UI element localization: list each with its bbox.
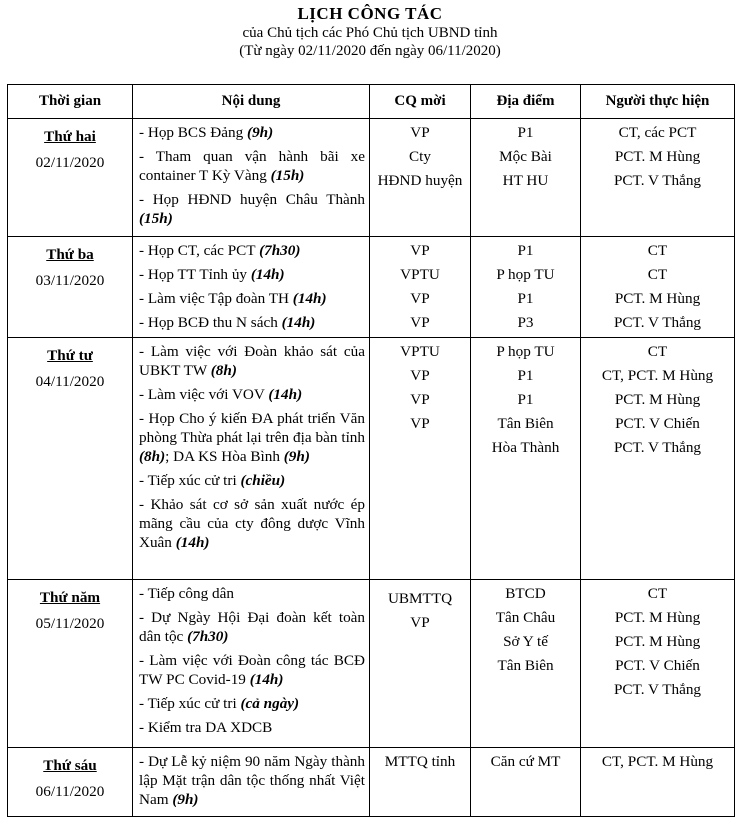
header-cq: CQ mời: [370, 85, 471, 119]
agenda-item-text: - Làm việc Tập đoàn TH: [139, 290, 293, 307]
cq-value: VP: [410, 415, 430, 432]
day-name: Thứ hai: [44, 128, 96, 145]
agenda-item-text: - Họp Cho ý kiến ĐA phát triển Văn phòng Thừa phát lại trên địa bàn tỉnh: [139, 410, 365, 446]
agenda-item: [139, 313, 365, 332]
document-title: LỊCH CÔNG TÁC: [297, 4, 443, 23]
person-value: PCT. V Thắng: [613, 172, 702, 189]
agenda-item-time: (7h30): [187, 628, 229, 645]
cq-value: VP: [410, 614, 430, 631]
cq-value: MTTQ tỉnh: [384, 753, 456, 770]
agenda-item: [139, 651, 365, 689]
person-cell: [581, 338, 735, 580]
agenda-item-text: - Dự Lễ kỷ niệm 90 năm Ngày thành lập Mặt trận dân tộc thống nhất Việt Nam: [139, 753, 365, 808]
table-header-row: [8, 85, 735, 119]
person-value: PCT. M Hùng: [614, 391, 701, 408]
day-name: Thứ tư: [47, 347, 93, 364]
cq-value: VPTU: [400, 266, 440, 283]
content-cell: [133, 580, 370, 748]
cq-value: HĐND huyện: [377, 172, 463, 189]
agenda-item-text: - Họp TT Tỉnh ủy: [139, 266, 251, 283]
place-cell: [471, 580, 581, 748]
agenda-item: [139, 241, 365, 260]
cq-value: VP: [410, 367, 430, 384]
document-subtitle: của Chủ tịch các Phó Chủ tịch UBND tỉnh: [242, 25, 498, 41]
agenda-item: [139, 694, 365, 713]
agenda-item-text: - Kiểm tra DA XDCB: [139, 719, 273, 736]
cq-cell: [370, 338, 471, 580]
table-row: [8, 338, 735, 580]
agenda-item-time: (9h): [172, 791, 199, 808]
content-cell: [133, 119, 370, 237]
table-row: [8, 119, 735, 237]
agenda-item-time: (14h): [292, 290, 327, 307]
place-cell: [471, 237, 581, 338]
place-value: HT HU: [502, 172, 549, 189]
place-cell: [471, 748, 581, 817]
cq-value: VP: [410, 391, 430, 408]
agenda-item-text: - Họp CT, các PCT: [139, 242, 260, 259]
agenda-item: [139, 471, 365, 490]
date-range: (Từ ngày 02/11/2020 đến ngày 06/11/2020): [239, 43, 501, 59]
agenda-item-time: (8h): [139, 448, 166, 465]
day-date: 05/11/2020: [35, 615, 105, 632]
day-date: 03/11/2020: [35, 272, 105, 289]
cq-value: VP: [410, 124, 430, 141]
agenda-item-time: (chiều): [240, 472, 286, 489]
header-time: Thời gian: [8, 85, 133, 119]
agenda-item-time: (9h): [283, 448, 310, 465]
person-cell: [581, 748, 735, 817]
agenda-item: [139, 718, 365, 737]
agenda-item: [139, 147, 365, 185]
cq-value: VP: [410, 242, 430, 259]
place-cell: [471, 119, 581, 237]
day-name: Thứ ba: [46, 246, 94, 263]
table-row: [8, 237, 735, 338]
place-value: Sở Y tế: [503, 633, 548, 650]
header-person: Người thực hiện: [581, 85, 735, 119]
agenda-item-time: (14h): [249, 671, 284, 688]
table-row: [8, 580, 735, 748]
day-date: 04/11/2020: [35, 373, 105, 390]
place-value: P1: [517, 290, 534, 307]
person-value: CT: [647, 242, 668, 259]
cq-value: Cty: [409, 148, 431, 165]
day-cell: [8, 338, 133, 580]
agenda-item: [139, 752, 365, 809]
content-cell: [133, 338, 370, 580]
agenda-item-text: - Tiếp xúc cử tri: [139, 472, 241, 489]
cq-cell: [370, 237, 471, 338]
agenda-item-text: - Làm việc với VOV: [139, 386, 269, 403]
agenda-item-text: - Tiếp xúc cử tri: [139, 695, 241, 712]
person-cell: [581, 119, 735, 237]
agenda-item: [139, 385, 365, 404]
place-value: P họp TU: [496, 343, 555, 360]
header-content: Nội dung: [133, 85, 370, 119]
day-cell: [8, 119, 133, 237]
day-cell: [8, 748, 133, 817]
place-value: P1: [517, 391, 534, 408]
person-value: PCT. M Hùng: [614, 148, 701, 165]
day-date: 02/11/2020: [35, 154, 105, 171]
agenda-item-time: (14h): [250, 266, 285, 283]
cq-value: VP: [410, 290, 430, 307]
schedule-body: [8, 119, 735, 817]
agenda-item-time: (15h): [270, 167, 305, 184]
place-value: Tân Biên: [497, 657, 554, 674]
person-value: PCT. M Hùng: [614, 633, 701, 650]
place-value: P họp TU: [496, 266, 555, 283]
day-name: Thứ năm: [39, 589, 101, 606]
place-value: Mộc Bài: [499, 148, 552, 165]
agenda-item-time: (cả ngày): [240, 695, 300, 712]
agenda-item-time: (14h): [175, 534, 210, 551]
agenda-item-text: ; DA KS Hòa Bình: [165, 448, 284, 465]
agenda-item: [139, 123, 365, 142]
agenda-item: [139, 190, 365, 228]
day-cell: [8, 580, 133, 748]
agenda-item: [139, 289, 365, 308]
person-value: CT: [647, 343, 668, 360]
day-name: Thứ sáu: [43, 757, 97, 774]
table-row: [8, 748, 735, 817]
person-value: PCT. M Hùng: [614, 609, 701, 626]
person-value: CT: [647, 266, 668, 283]
agenda-item: [139, 342, 365, 380]
person-value: PCT. V Thắng: [613, 681, 702, 698]
agenda-item-text: - Tiếp công dân: [139, 585, 234, 602]
place-value: Hòa Thành: [491, 439, 560, 456]
person-value: PCT. M Hùng: [614, 290, 701, 307]
place-value: Căn cứ MT: [490, 753, 561, 770]
content-cell: [133, 237, 370, 338]
agenda-item-time: (7h30): [259, 242, 301, 259]
place-value: P1: [517, 367, 534, 384]
agenda-item: [139, 409, 365, 466]
person-value: PCT. V Chiến: [615, 415, 700, 432]
agenda-item-time: (14h): [268, 386, 303, 403]
cq-value: UBMTTQ: [387, 590, 453, 607]
agenda-item-time: (9h): [247, 124, 274, 141]
place-cell: [471, 338, 581, 580]
person-value: CT, các PCT: [618, 124, 697, 141]
day-cell: [8, 237, 133, 338]
place-value: P1: [517, 124, 534, 141]
agenda-item: [139, 265, 365, 284]
person-cell: [581, 237, 735, 338]
agenda-item-time: (14h): [281, 314, 316, 331]
place-value: Tân Châu: [495, 609, 556, 626]
agenda-item-text: - Khảo sát cơ sở sản xuất nước ép mãng cầu của cty đông dược Vĩnh Xuân: [139, 496, 365, 551]
person-value: PCT. V Chiến: [615, 657, 700, 674]
agenda-item-text: - Họp HĐND huyện Châu Thành: [139, 191, 365, 208]
place-value: P3: [517, 314, 534, 331]
place-value: P1: [517, 242, 534, 259]
agenda-item-time: (8h): [210, 362, 237, 379]
place-value: BTCD: [505, 585, 546, 602]
person-value: PCT. V Thắng: [613, 439, 702, 456]
place-value: Tân Biên: [497, 415, 554, 432]
agenda-item-time: (15h): [139, 210, 173, 227]
person-value: PCT. V Thắng: [613, 314, 702, 331]
day-date: 06/11/2020: [35, 783, 105, 800]
agenda-item: [139, 495, 365, 552]
person-value: CT: [647, 585, 668, 602]
agenda-item-text: - Dự Ngày Hội Đại đoàn kết toàn dân tộc: [139, 609, 365, 645]
person-cell: [581, 580, 735, 748]
cq-value: VPTU: [400, 343, 440, 360]
agenda-item-text: - Tham quan vận hành bãi xe container T Kỳ Vàng: [139, 148, 365, 184]
person-value: CT, PCT. M Hùng: [601, 753, 714, 770]
agenda-item: [139, 584, 365, 603]
agenda-item-text: - Làm việc với Đoàn khảo sát của UBKT TW: [139, 343, 365, 379]
agenda-item: [139, 608, 365, 646]
cq-cell: [370, 119, 471, 237]
content-cell: [133, 748, 370, 817]
person-value: CT, PCT. M Hùng: [601, 367, 714, 384]
agenda-item-text: - Họp BCĐ thu N sách: [139, 314, 282, 331]
cq-cell: [370, 748, 471, 817]
agenda-item-text: - Làm việc với Đoàn công tác BCĐ TW PC Covid-19: [139, 652, 365, 688]
header-place: Địa điểm: [471, 85, 581, 119]
cq-cell: [370, 580, 471, 748]
agenda-item-text: - Họp BCS Đảng: [139, 124, 248, 141]
cq-value: VP: [410, 314, 430, 331]
schedule-table: [7, 84, 735, 817]
